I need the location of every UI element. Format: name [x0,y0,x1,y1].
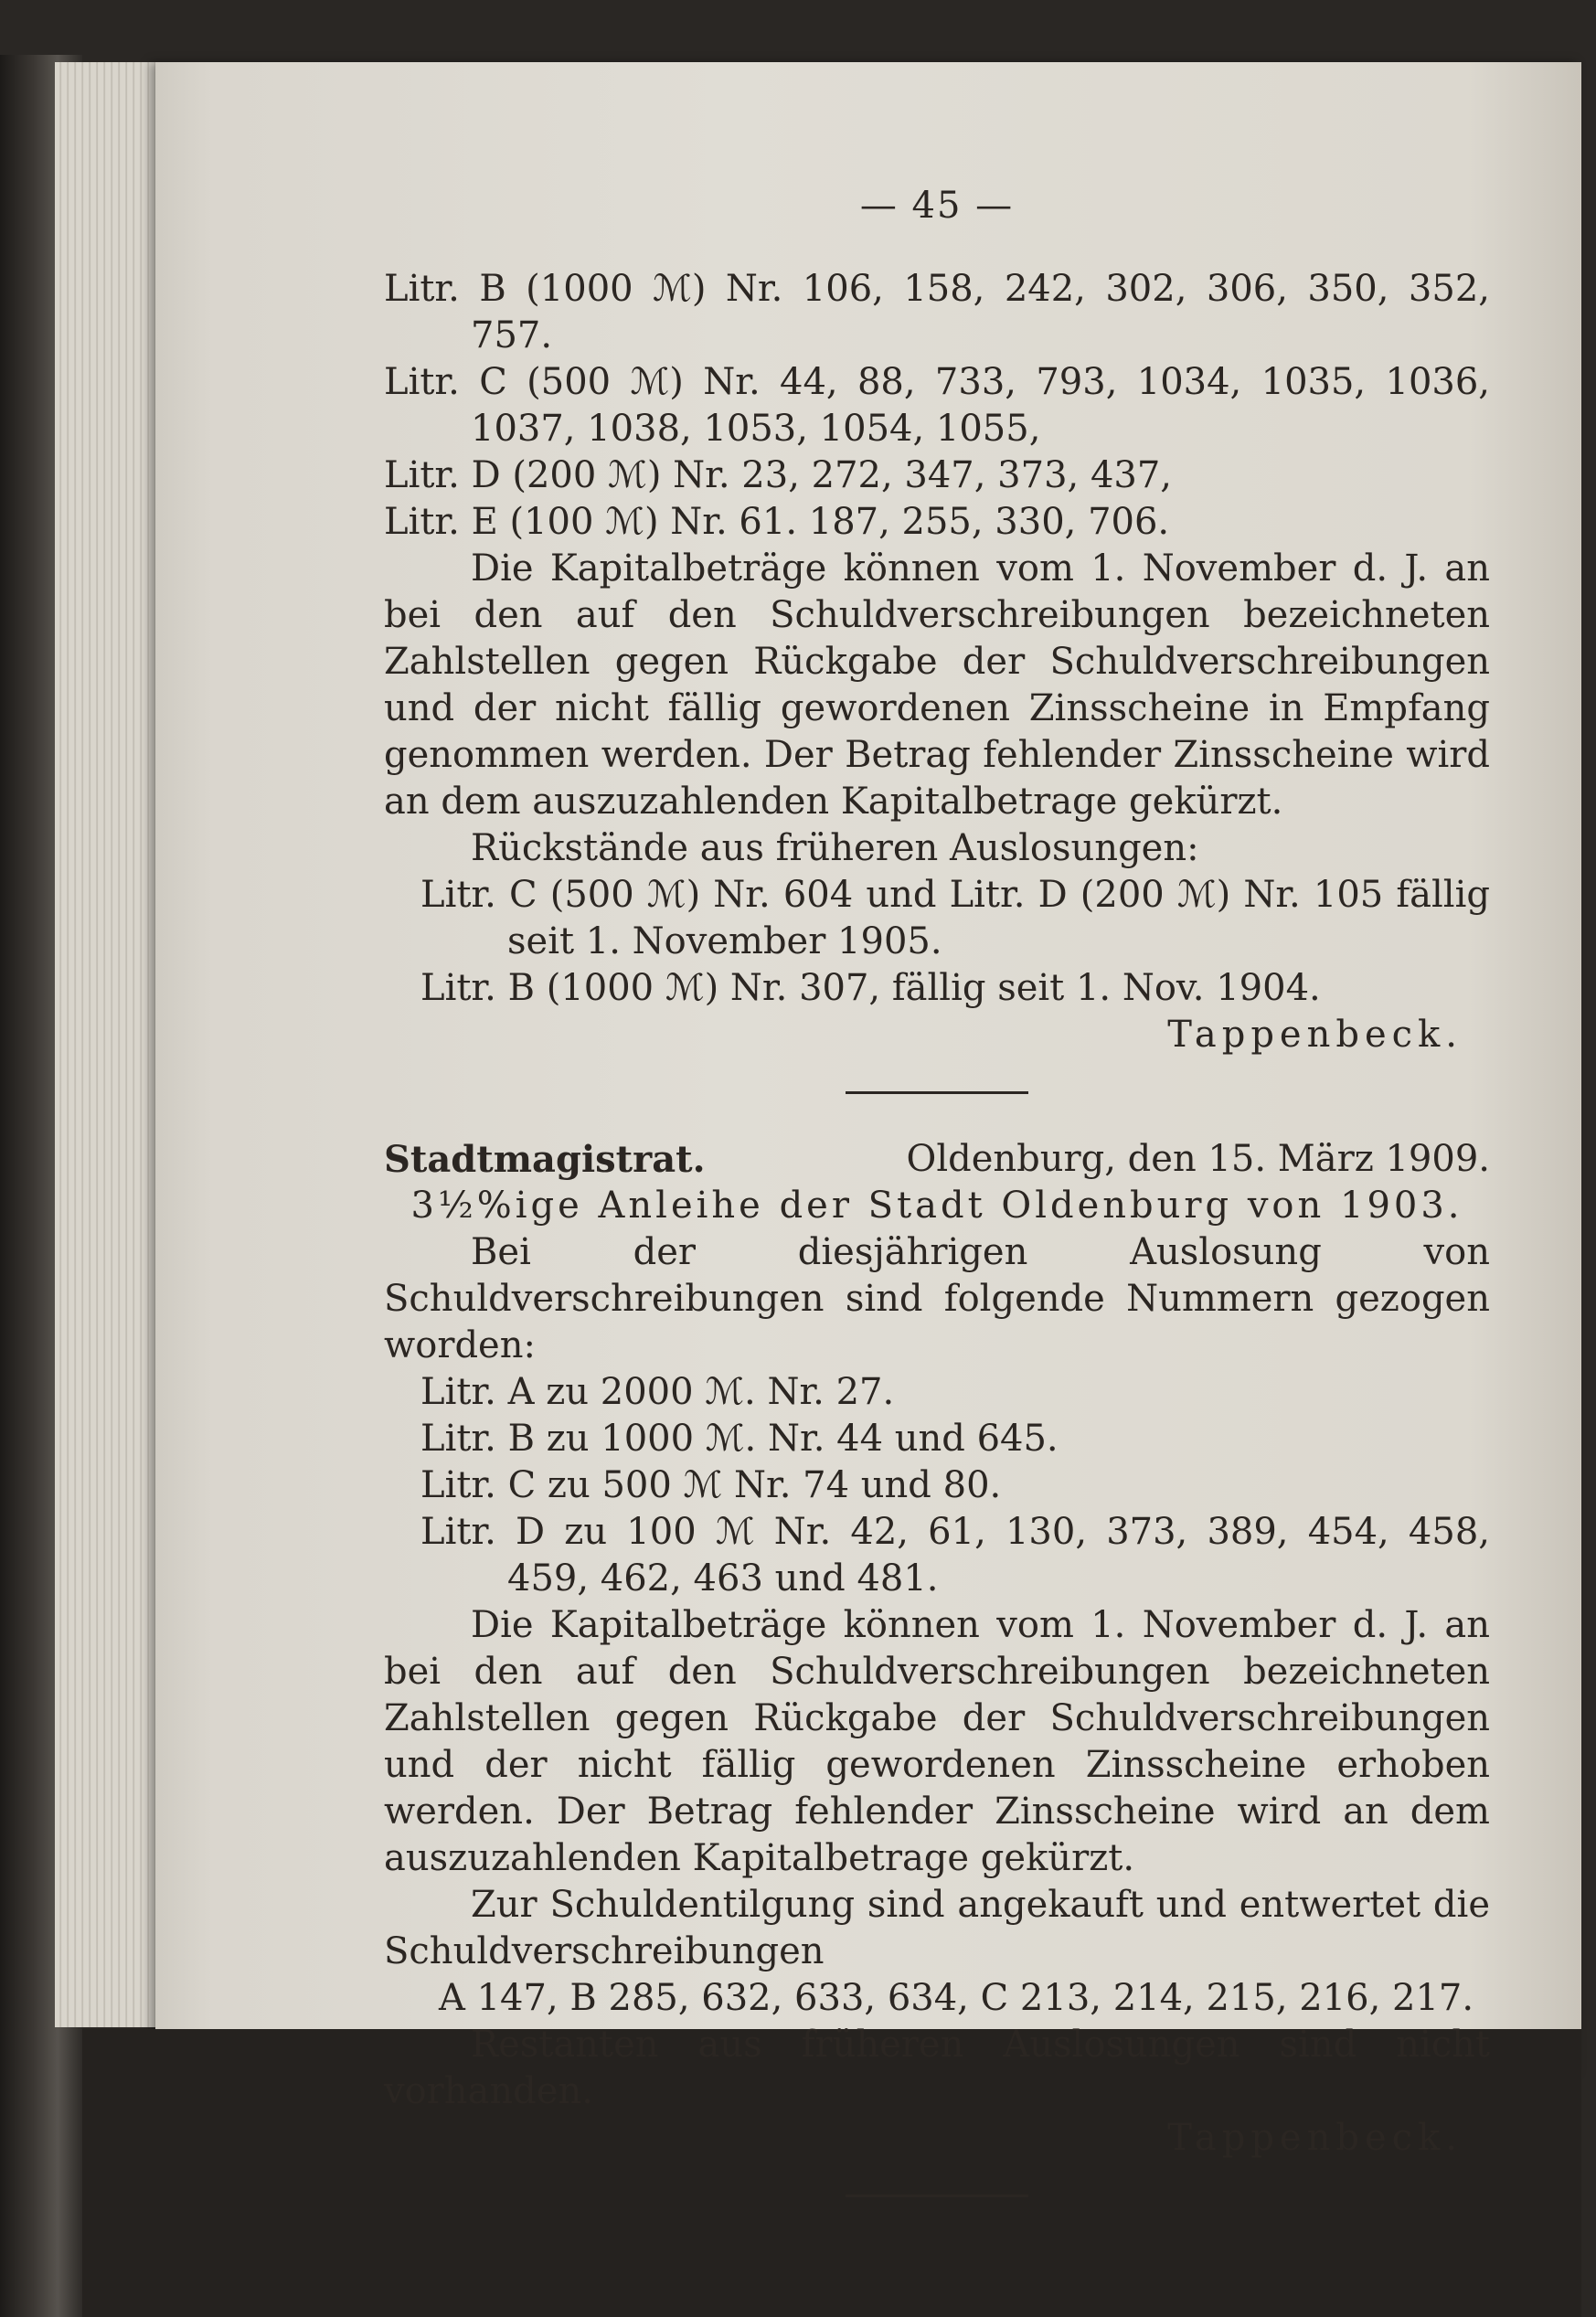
notice-header [384,1136,1490,1183]
signature: Tappenbeck. [1167,1014,1463,1056]
arrears-heading: Rückstände aus früheren Auslosungen: [471,827,1199,869]
list-item: Litr. B (1000 ℳ) Nr. 106, 158, 242, 302, 306, 350, 352, 757. [384,268,1490,356]
list-item: Litr. A zu 2000 ℳ. Nr. 27. [420,1371,895,1413]
page-edges [55,62,166,2027]
section-divider [846,1091,1028,1094]
issuer: Stadtmagistrat. [384,1138,706,1181]
section-1 [384,266,1490,1058]
list-item: Litr. E (100 ℳ) Nr. 61. 187, 255, 330, 706. [384,501,1170,543]
list-item: Litr. D zu 100 ℳ Nr. 42, 61, 130, 373, 389, 454, 458, 459, 462, 463 und 481. [420,1511,1490,1600]
body-paragraph: Die Kapitalbeträge können vom 1. November d. J. an bei den auf den Schuldverschreibungen bezeichneten Zahlstellen gegen Rückgabe der Schuldverschreibungen und der nicht fällig gewordenen Zinsscheine erhoben werden. Der Betrag fehlender Zinsscheine wird an dem auszuzahlenden Kapitalbetrage gekürzt. [384,1604,1490,1879]
list-item: Litr. C zu 500 ℳ Nr. 74 und 80. [420,1464,1002,1506]
list-item: Litr. D (200 ℳ) Nr. 23, 272, 347, 373, 437, [384,454,1173,496]
body-paragraph: Restanten aus früheren Auslosungen sind nicht vorhanden. [384,2024,1490,2112]
body-paragraph: Die Kapitalbeträge können vom 1. November d. J. an bei den auf den Schuldverschreibungen bezeichneten Zahlstellen gegen Rückgabe der Schuldverschreibungen und der nicht fällig gewordenen Zinsscheine in Empfang genommen werden. Der Betrag fehlender Zinsscheine wird an dem auszuzahlenden Kapitalbetrage gekürzt. [384,547,1490,823]
place-date: Oldenburg, den 15. März 1909. [906,1138,1490,1180]
body-paragraph: Bei der diesjährigen Auslosung von Schuldverschreibungen sind folgende Nummern gezogen worden: [384,1231,1490,1366]
list-item: Litr. B (1000 ℳ) Nr. 307, fällig seit 1. Nov. 1904. [420,967,1321,1009]
list-item: Litr. B zu 1000 ℳ. Nr. 44 und 645. [420,1418,1059,1460]
section-2 [384,1136,1490,2162]
section-divider [846,2195,1028,2197]
list-item: Litr. C (500 ℳ) Nr. 604 und Litr. D (200 ℳ) Nr. 105 fällig seit 1. November 1905. [420,874,1490,962]
page-number: — 45 — [859,185,1015,227]
notice-title: 3½%ige Anleihe der Stadt Oldenburg von 1903. [410,1185,1463,1227]
list-item: A 147, B 285, 632, 633, 634, C 213, 214, 215, 216, 217. [439,1977,1474,2019]
text-block [384,183,1490,2239]
signature: Tappenbeck. [1167,2117,1463,2159]
body-paragraph: Zur Schuldentilgung sind angekauft und entwertet die Schuldverschreibungen [384,1884,1490,1972]
list-item: Litr. C (500 ℳ) Nr. 44, 88, 733, 793, 1034, 1035, 1036, 1037, 1038, 1053, 1054, 1055, [384,361,1490,450]
